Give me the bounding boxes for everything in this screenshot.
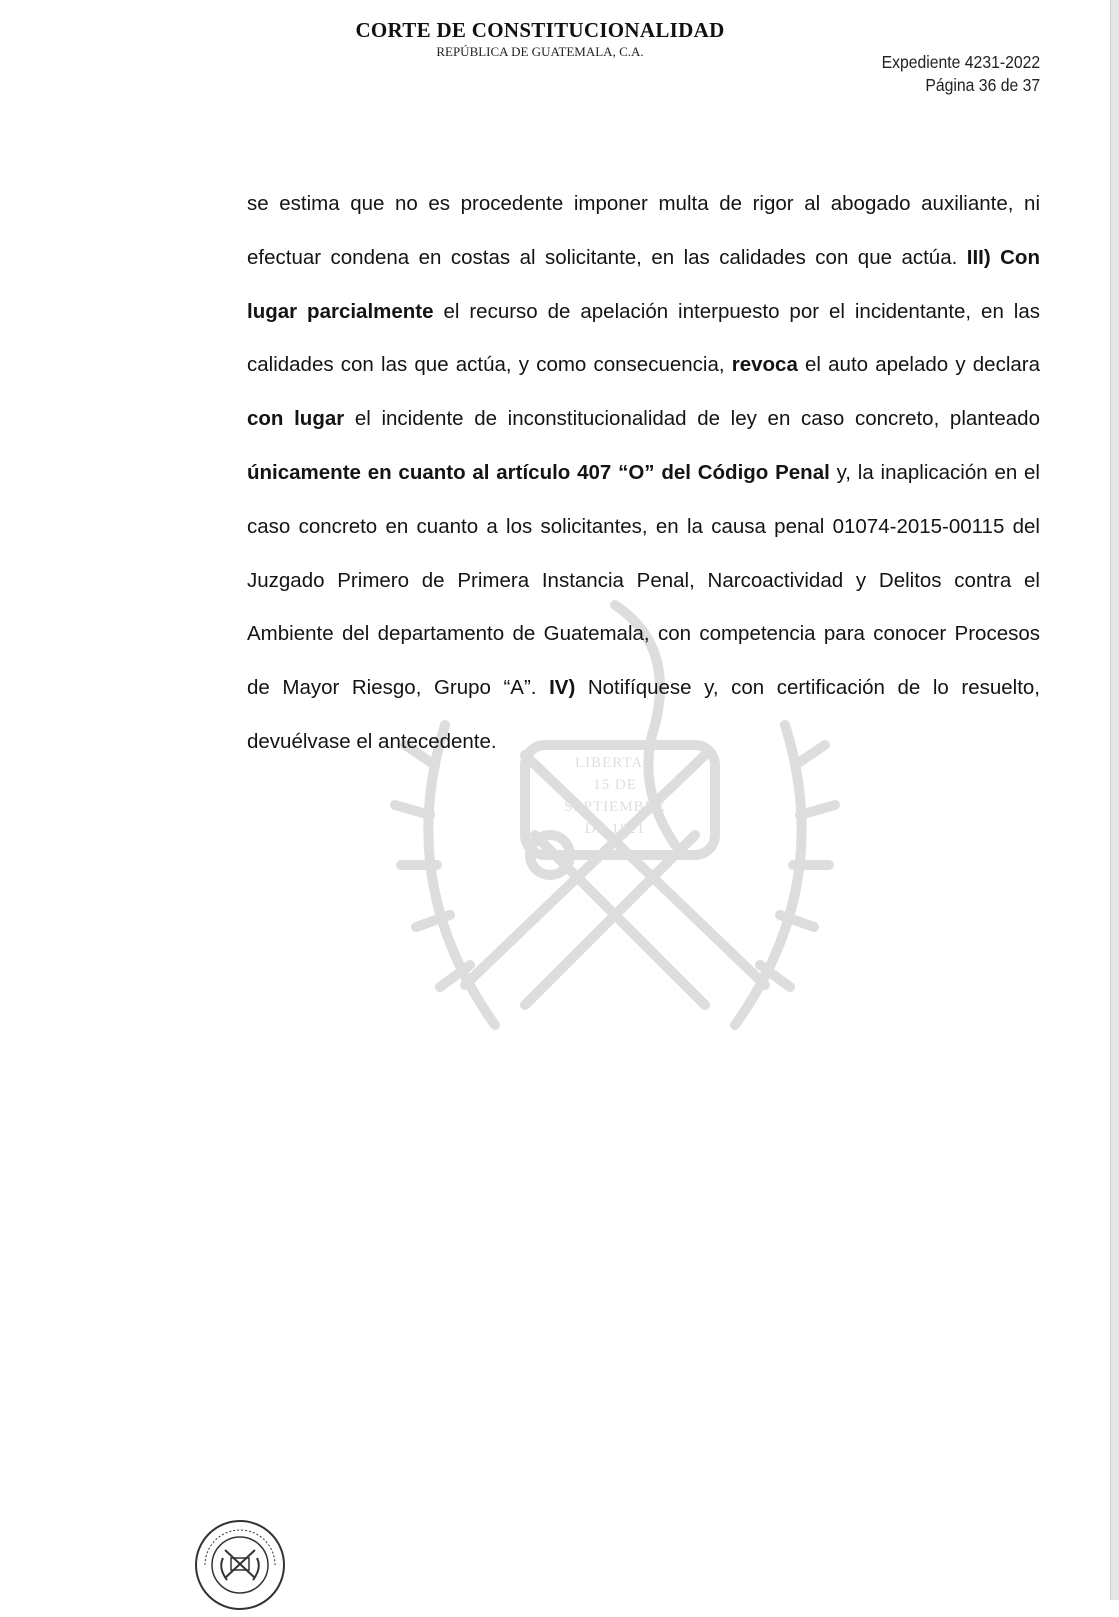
bold-run: III) Con lugar parcialmente xyxy=(247,245,1040,323)
court-title: CORTE DE CONSTITUCIONALIDAD xyxy=(355,18,725,42)
text-run: y, la inaplicación en el caso concreto en cuanto a los solicitantes, en la causa penal 01074-2015-00115 del Juzgado Primero de Primera Instancia Penal, Narcoactividad y Delitos contra el Ambiente del departamento de Guatemala, con competencia para conocer Procesos de Mayor Riesgo, Grupo “A”. xyxy=(247,460,1040,700)
watermark-line: DE 1821 xyxy=(584,821,646,837)
text-run: el auto apelado y declara xyxy=(797,353,1041,377)
court-seal xyxy=(193,1518,287,1612)
bold-run: IV) xyxy=(549,676,576,700)
page-edge xyxy=(1110,0,1119,1600)
watermark-line: LIBERTAD xyxy=(574,755,656,771)
bold-run: con lugar xyxy=(247,407,345,431)
page-number: Página 36 de 37 xyxy=(925,75,1040,95)
case-reference xyxy=(881,51,1040,97)
court-seal-icon xyxy=(193,1518,287,1612)
bold-run: revoca xyxy=(731,353,798,377)
text-run: Notifíquese y, con certificación de lo resuelto, devuélvase el antecedente. xyxy=(247,676,1040,753)
text-run: el recurso de apelación interpuesto por el incidentante, en las calidades con las que actúa, y como consecuencia, xyxy=(247,299,1040,377)
bold-run: únicamente en cuanto al artículo 407 “O” del Código Penal xyxy=(247,460,830,484)
expediente-number: Expediente 4231-2022 xyxy=(881,52,1040,72)
text-run: se estima que no es procedente imponer multa de rigor al abogado auxiliante, ni efectuar condena en costas al solicitante, en las calidades con que actúa. xyxy=(247,192,1040,269)
court-subtitle: REPÚBLICA DE GUATEMALA, C.A. xyxy=(436,44,644,59)
watermark-line: SEPTIEMBRE xyxy=(564,799,666,815)
watermark-line: 15 DE xyxy=(593,777,637,793)
text-run: el incidente de inconstitucionalidad de ley en caso concreto, planteado xyxy=(344,407,1040,431)
resolution-paragraph xyxy=(247,177,1040,769)
document-header xyxy=(300,18,780,60)
